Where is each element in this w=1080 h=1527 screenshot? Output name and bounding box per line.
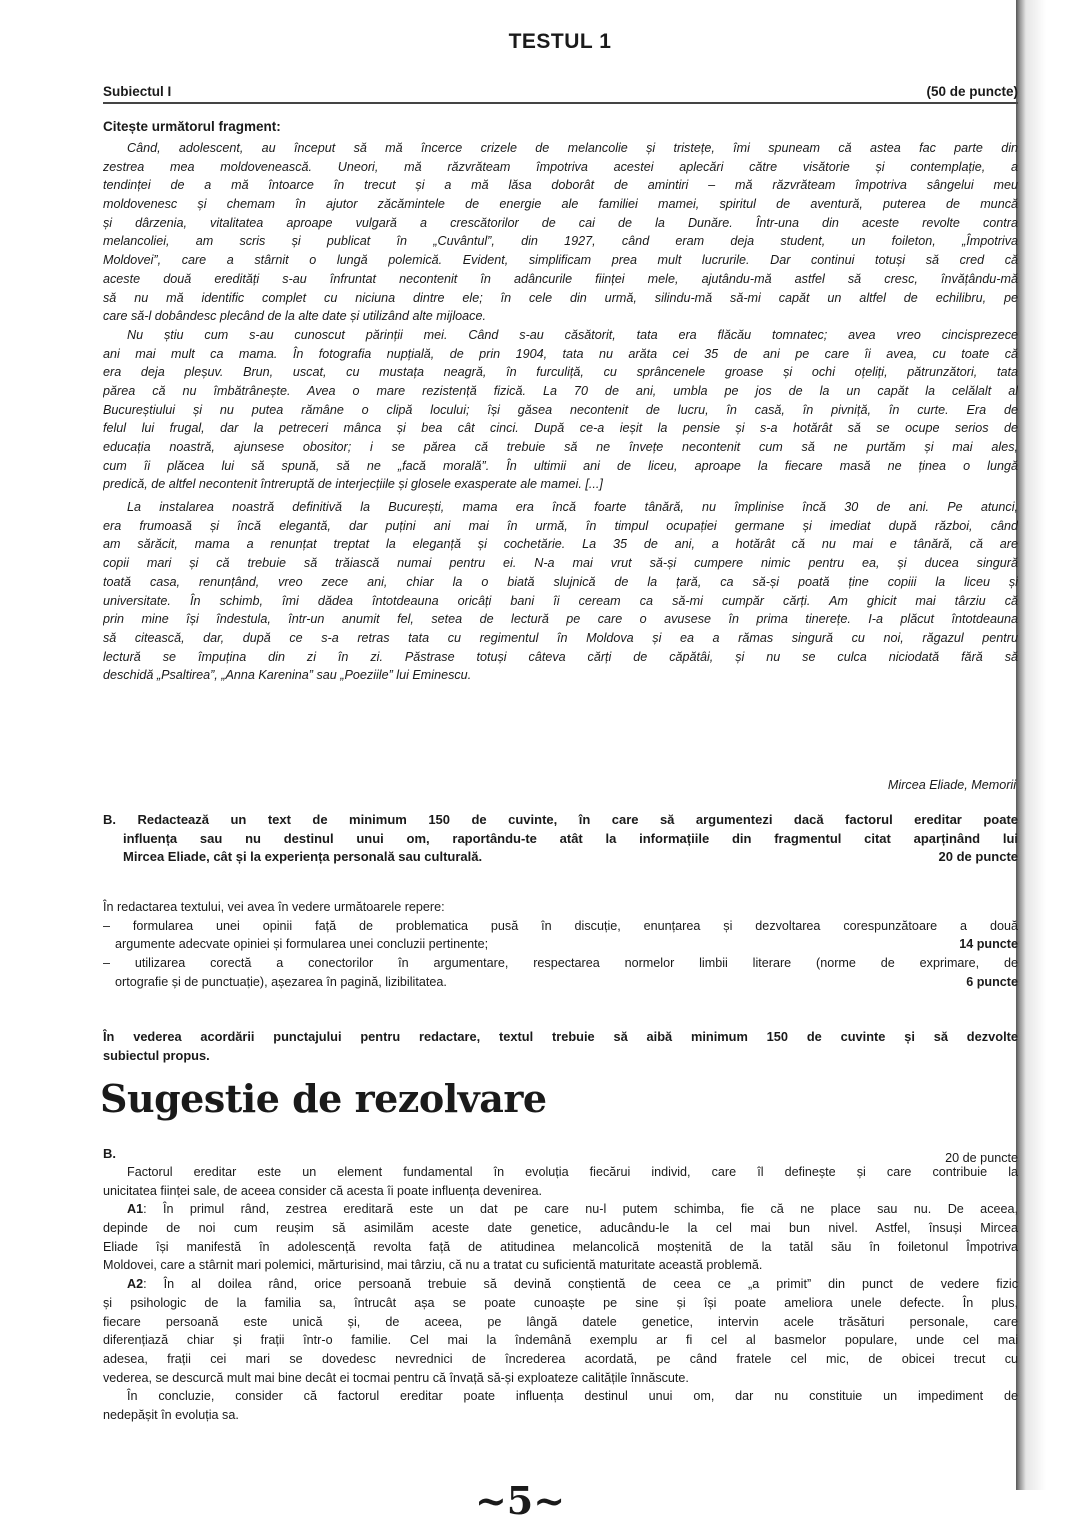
note-line (103, 1028, 1018, 1047)
text-line (103, 419, 1018, 438)
note-line-text: subiectul propus. (103, 1047, 210, 1063)
solution-points: 20 de puncte (945, 1151, 1018, 1165)
text-line-text: cum îi plăcea lui să spună, să ne „facă morală”. În ultimii ani de liceu, aproape la fiecare masă ne ținea o lungă (103, 458, 1018, 473)
text-line-text: prin mine își îndestula, într-un anumit fel, setea de lectură pe care o avusese în prima tinerețe. I-a plăcut întotdeauna (103, 612, 1018, 627)
solution-text-span: Eliade își manifestă în adolescență revolta față de atitudinea melancolică moștenită de la tatăl său în foiletonul Împotriva (103, 1239, 1018, 1254)
solution-text-span: și psihologic de la familia sa, întrucât așa se poate cunoaște pe sine și își poate ameliora unele defecte. În plus, (103, 1295, 1018, 1310)
text-line (103, 158, 1018, 177)
text-line-text: Bucureștiului și nu putea rămâne o clipă locului; își găsea necontenit de lucru, în casă, în pivniță, în curte. Era de (103, 402, 1018, 417)
note-line (103, 1047, 1018, 1066)
solution-text-span: depinde de noi cum reușim să asimilăm aceste date genetice, aducându-le la cel mai bun nivel. Astfel, însuși Mircea (103, 1221, 1018, 1236)
solution-line (103, 1294, 1018, 1313)
solution-text-span: : În al doilea rând, orice persoană trebuie să devină conștientă de ceea ce „a primit” din punct de vedere fizic (143, 1277, 1018, 1292)
solution-line (103, 1406, 1018, 1425)
text-line-text: universitate. În schimb, îmi dădea întotdeauna oricâți bani îi ceream ca să-mi cumpăr cărți. Am ghicit mai târziu că (103, 593, 1018, 608)
criteria-points: 14 puncte (959, 937, 1018, 952)
text-line (103, 498, 1018, 517)
fragment-attribution: Mircea Eliade, Memorii (887, 778, 1016, 792)
solution-text (103, 1163, 1018, 1425)
text-line-text: predică, de altfel necontenit întreruptă de interjecțiile și glosele exasperate ale mamei. [...] (103, 477, 603, 492)
text-line-text: Nu știu cum s-au cunoscut părinții mei. Când s-au căsătorit, tata era flăcău tomnatec; avea vreo cincisprezece (127, 327, 1018, 342)
scan-edge-shadow (1016, 0, 1080, 1490)
text-line-text: moldovenesc și chemam în ajutor zăcămintele de energie ale familiei mamei, spiritul de aventură, puterea de muncă (103, 197, 1018, 212)
criteria-line-text: argumente adecvate opiniei și formularea unei concluzii pertinente; (115, 937, 489, 952)
solution-text-span: adesea, frații cei mari se dovedesc nevrednici de încrederea acordată, pe când fratele cel mic, de obicei trecut cu (103, 1351, 1018, 1366)
argument-tag: A1 (127, 1202, 144, 1217)
criteria-line (103, 917, 1018, 936)
solution-line (103, 1163, 1018, 1182)
solution-line (103, 1219, 1018, 1238)
text-line-text: care să-l dobândesc plecând de la alte date și utilizând alte mijloace. (103, 309, 486, 324)
text-line-text: ani mai mult ca mama. În fotografia nupțială, de prin 1904, tata nu arăta cei 35 de ani pe care îi avea, cu toate că (103, 346, 1018, 361)
criteria-line-text: – formularea unei opinii față de problematica pusă în discuție, enunțarea și dezvoltarea corespunzătoare a două (103, 918, 1018, 933)
text-line-text: am sărăcit, mama a renunțat treptat la eleganță și cochetărie. La 35 de ani, a hotărât că nu mai e tânără, că are (103, 537, 1018, 552)
solution-line (103, 1387, 1018, 1406)
text-line (103, 176, 1018, 195)
task-line-text: B. Redactează un text de minimum 150 de cuvinte, în care să argumentezi dacă factorul ereditar poate (103, 812, 1018, 827)
criteria-points: 6 puncte (966, 974, 1018, 989)
solution-text-span: vederea, se descurcă mult mai bine decât ei tocmai pentru că învață să-și exploateze calitățile înnăscute. (103, 1370, 689, 1385)
text-line-text: felul lui frugal, dar la petreceri mânca și bea cât cinci. După ce-a ieșit la pensie și s-a hotărât să se ocupe serios de (103, 421, 1018, 436)
text-line (103, 554, 1018, 573)
text-line (103, 666, 1018, 685)
criteria-line (103, 954, 1018, 973)
criteria-line (103, 973, 1018, 992)
criteria-line-text: ortografie și de punctuație), așezarea în pagină, lizibilitatea. (115, 974, 447, 989)
text-line-text: să nu mă identific complet cu niciuna dintre ele; în cele din urmă, silindu-mă să-mi capăt un altfel de echilibru, pe (103, 290, 1018, 305)
task-points: 20 de puncte (938, 849, 1018, 865)
solution-line (103, 1350, 1018, 1369)
text-line (103, 345, 1018, 364)
text-line-text: lectură se împuțina din zi în zi. Păstrase totuși câteva cărți de căpătâi, și nu se culca niciodată fără să (103, 649, 1018, 664)
page-title: TESTUL 1 (508, 30, 612, 53)
text-line (103, 438, 1018, 457)
task-line (103, 811, 1018, 830)
text-line-text: aceste două eredități s-au înfruntat necontenit în adâncurile ființei mele, ajutându-mă astfel să cresc, învățându-mă (103, 271, 1018, 286)
solution-line (103, 1238, 1018, 1257)
text-line (103, 629, 1018, 648)
text-line (103, 270, 1018, 289)
subject-header (103, 84, 1018, 104)
argument-tag: A2 (127, 1277, 144, 1292)
text-line-text: părea că nu îmbătrânește. Avea o mare rezistență fizică. La 70 de ani, umbla pe jos de la un capăt la celălalt al (103, 383, 1018, 398)
text-line-text: zestrea mea moldovenească. Uneori, mă răzvrăteam împotriva acestei aplecări către visătorie și contemplație, a (103, 159, 1018, 174)
solution-text-span: diferențiază chiar și frații într-o familie. Cel mai la îndemână exemplu ar fi cel al basmelor populare, unde cel mai (103, 1333, 1018, 1348)
text-line-text: era deja pleșuv. Brun, uscat, cu mustața neagră, în furculiță, cu sprâncenele groase și ochi oțeliți, pătrunzători, tata (103, 365, 1018, 380)
text-line (103, 139, 1018, 158)
text-line (103, 592, 1018, 611)
solution-line (103, 1313, 1018, 1332)
text-line (103, 382, 1018, 401)
text-line (103, 214, 1018, 233)
criteria-intro (103, 898, 1018, 917)
task-line-text: Mircea Eliade, cât și la experiența personală sau culturală. (123, 849, 483, 865)
text-line (103, 475, 1018, 494)
solution-line (103, 1256, 1018, 1275)
text-line-text: era frumoasă și încă elegantă, dar puțini ani mai în urmă, în timpul ocupației germane și imediat după război, când (103, 518, 1018, 533)
solution-heading: Sugestie de rezolvare (100, 1076, 547, 1121)
task-line (103, 848, 1018, 867)
solution-line (103, 1182, 1018, 1201)
text-line-text: deschidă „Psaltirea”, „Anna Karenina” sau „Poeziile” lui Eminescu. (103, 668, 472, 683)
solution-line (103, 1200, 1018, 1219)
task-statement (103, 811, 1018, 867)
criteria-line (103, 935, 1018, 954)
text-line-text: toată casa, renunțând, vreo zece ani, chiar la o biată slujnică de la țară, ca să-și poată ține copiii la liceu și (103, 574, 1018, 589)
text-line-text: și dârzenia, vitalitatea aproape vulgară a crescătorilor de cai de la Dunăre. Într-una din aceste revolte contra (103, 215, 1018, 230)
solution-text-span: : În primul rând, zestrea ereditară este un dat pe care nu-l putem schimba, fie că ne place sau nu. De aceea, (143, 1202, 1018, 1217)
text-line (103, 457, 1018, 476)
criteria-line-text: – utilizarea corectă a conectorilor în argumentare, respectarea normelor limbii literare (norme de exprimare, de (103, 956, 1018, 971)
note-line-text: În vederea acordării punctajului pentru redactare, textul trebuie să aibă minimum 150 de cuvinte și să dezvolte (103, 1029, 1018, 1044)
text-line (103, 232, 1018, 251)
solution-line (103, 1275, 1018, 1294)
subject-points: (50 de puncte) (926, 84, 1018, 99)
text-line (103, 401, 1018, 420)
text-line-text: melancoliei, am scris și publicat în „Cuvântul”, din 1927, când eram deja student, un foileton, „Împotriva (103, 234, 1018, 249)
text-line-text: să citească, dar, după ce s-a retras tata cu regimentul în Moldova și ea a rămas singură cu noi, răgazul pentru (103, 630, 1018, 645)
text-line-text: La instalarea noastră definitivă la București, mama era încă foarte tânără, nu împlinise încă 30 de ani. Pe atunci, (127, 500, 1018, 515)
solution-label: B. (103, 1146, 116, 1161)
text-line (103, 535, 1018, 554)
text-line (103, 195, 1018, 214)
solution-text-span: fiecare persoană este unică și, de aceea, pe lângă datele genetice, intervin acele trăsături personale, care (103, 1314, 1018, 1329)
text-line (103, 610, 1018, 629)
text-line (103, 307, 1018, 326)
solution-text-span: unicitatea ființei sale, de aceea consider că acesta îi poate influența devenirea. (103, 1183, 542, 1198)
text-line-text: copii mari și că trebuie să trăiască numai pentru ei. N-a mai vrut să-și cumpere nimic pentru ea, și ducea singură (103, 556, 1018, 571)
text-line (103, 363, 1018, 382)
instruction: Citește următorul fragment: (103, 119, 281, 134)
text-line (103, 648, 1018, 667)
text-line (103, 251, 1018, 270)
text-line (103, 517, 1018, 536)
text-line (103, 289, 1018, 308)
solution-text-span: nedepășit în evoluția sa. (103, 1407, 239, 1422)
solution-text-span: Factorul ereditar este un element fundamental în evoluția fiecărui individ, care îl definește și care contribuie la (127, 1165, 1018, 1179)
solution-line (103, 1369, 1018, 1388)
solution-text-span: Moldovei, care a stârnit mari polemici, mărturisind, mai târziu, că nu a tratat cu suficientă maturitate această problemă. (103, 1258, 763, 1273)
text-line-text: Când, adolescent, au început să mă încerce crizele de melancolie și tristețe, îmi spuneam că astea fac parte din (127, 141, 1018, 155)
text-line-text: educația noastră, ajunsese obositor; i se părea că trebuie să ne învețe necontenit cum să ne purtăm și mai ales, (103, 440, 1018, 454)
page-number: ~5~ (474, 1478, 566, 1523)
criteria-intro-text: În redactarea textului, vei avea în vedere următoarele repere: (103, 900, 445, 914)
solution-line (103, 1331, 1018, 1350)
text-line (103, 573, 1018, 592)
subject-label: Subiectul I (103, 84, 172, 99)
criteria-note (103, 1028, 1018, 1065)
criteria-list (103, 898, 1018, 991)
text-line-text: Moldovei”, care a stârnit o lungă polemică. Evident, simplificam prea mult lucrurile. Dar continui totuși să cred că (103, 253, 1018, 268)
text-line (103, 326, 1018, 345)
task-line (103, 830, 1018, 849)
task-line-text: influența sau nu destinul unui om, raportându-te atât la informațiile din fragmentul citat aparținând lui (123, 830, 1018, 846)
text-line-text: tendinței de a mă întoarce în trecut și a mă lăsa doborât de amintiri – mă răzvrăteam împotriva sângelui meu (103, 178, 1018, 193)
solution-text-span: În concluzie, consider că factorul ereditar poate influența destinul unui om, dar nu constituie un impediment de (127, 1389, 1018, 1404)
fragment-text (103, 139, 1018, 685)
